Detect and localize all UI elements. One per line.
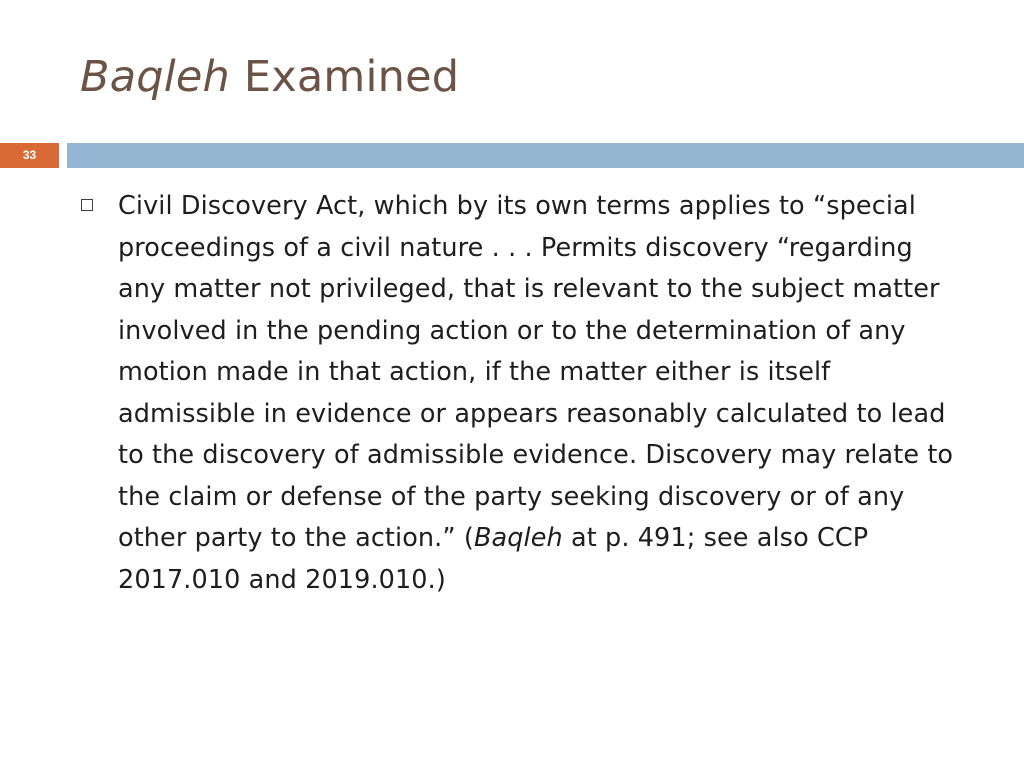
slide-title-rest: Examined — [230, 52, 460, 102]
bullet-text-citation: at p. 491; see also CCP 2017.010 and 2019.010.) — [118, 523, 869, 595]
bullet-item — [78, 186, 958, 601]
bullet-text-case-name: Baqleh — [473, 523, 563, 553]
bullet-text-main: Civil Discovery Act, which by its own terms applies to “special proceedings of a civil nature . . . Permits discovery “regarding any matter not privileged, that is relevant to the subject matter involved in the pending action or to the determination of any motion made in that action, if the matter either is itself admissible in evidence or appears reasonably calculated to lead to the discovery of admissible evidence. Discovery may relate to the claim or defense of the party seeking discovery or of any other party to the action.” ( — [118, 191, 954, 553]
slide-title — [80, 52, 459, 102]
slide-number: 33 — [0, 143, 59, 168]
title-rule — [0, 143, 1024, 168]
slide-content — [78, 186, 958, 601]
title-rule-bar — [67, 143, 1024, 168]
hollow-square-bullet-icon — [81, 199, 93, 211]
slide-title-case-name: Baqleh — [80, 52, 230, 102]
bullet-text — [118, 186, 958, 601]
